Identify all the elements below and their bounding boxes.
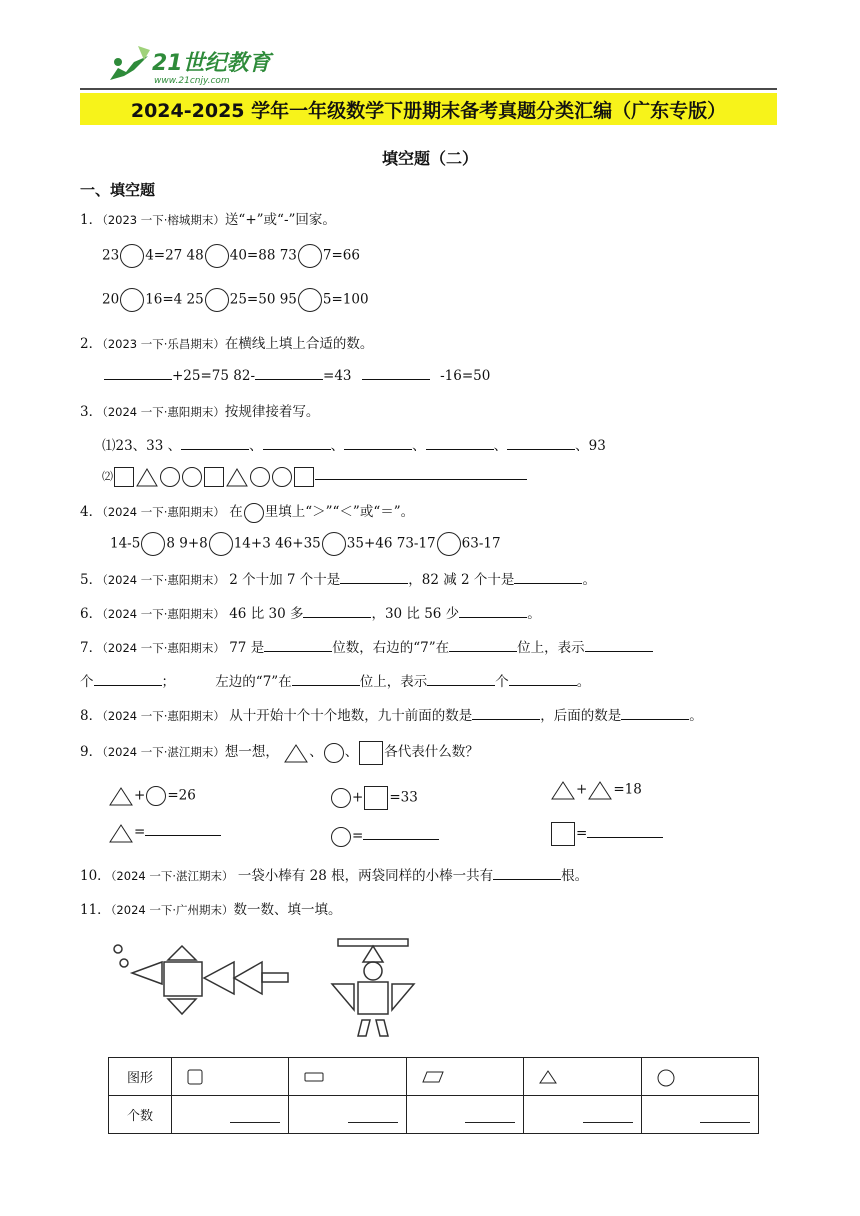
q-text: 数一数、填一填。: [233, 902, 342, 918]
q4-expr: 63-17: [461, 535, 501, 552]
triangle-icon: [538, 1068, 560, 1086]
answer-blank[interactable]: [255, 366, 323, 380]
q9-expr: =26: [167, 787, 196, 804]
q2-expr: +25=75 82-: [172, 368, 256, 384]
q-text: 77 是: [229, 640, 265, 656]
count-cell[interactable]: [524, 1096, 641, 1134]
q9-eq1: [108, 786, 196, 806]
triangle-icon: [588, 780, 612, 800]
answer-blank[interactable]: [362, 366, 430, 380]
q1-expr: 40=88 73: [229, 247, 297, 264]
circle-icon: [250, 467, 270, 487]
q1-expr: 7=66: [322, 247, 360, 264]
equals-sign: =: [352, 828, 364, 844]
question-11: [80, 898, 342, 918]
square-icon: [359, 741, 383, 765]
separator: 、: [330, 438, 345, 454]
body-square: [358, 982, 388, 1014]
count-cell[interactable]: [641, 1096, 758, 1134]
answer-blank[interactable]: [303, 604, 371, 618]
answer-blank[interactable]: [94, 672, 162, 686]
q-text: 46 比 30 多: [229, 606, 304, 622]
question-10: [80, 864, 588, 884]
count-cell[interactable]: [289, 1096, 406, 1134]
q-number: 9．: [80, 744, 103, 760]
bubble-circle: [114, 945, 122, 953]
q-number: 8．: [80, 708, 103, 724]
question-7-line2: [80, 670, 590, 690]
triangle-icon: [284, 743, 308, 763]
q-number: 10．: [80, 868, 111, 884]
q-text: 。: [527, 606, 541, 622]
q-number: 4．: [80, 504, 103, 520]
square-icon: [294, 467, 314, 487]
q-text: 个: [80, 674, 94, 690]
triangle-icon: [109, 823, 133, 843]
q-text: 。: [582, 572, 596, 588]
logo-text: 21世纪教育: [152, 51, 271, 76]
answer-blank[interactable]: [363, 826, 439, 840]
q3-label: ⑵: [102, 470, 113, 483]
header-rule: [80, 88, 777, 90]
body-square: [164, 962, 202, 996]
question-2: [80, 332, 373, 352]
question-8: [80, 704, 703, 724]
q4-expr: 14+3 46+35: [233, 535, 321, 552]
answer-blank[interactable]: [427, 672, 495, 686]
answer-blank[interactable]: [493, 866, 561, 880]
q-number: 2．: [80, 336, 103, 352]
fin-top-triangle: [168, 946, 196, 960]
answer-blank[interactable]: [585, 638, 653, 652]
q-text: 从十开始十个十个地数，九十前面的数是: [229, 708, 473, 724]
circle-icon: [182, 467, 202, 487]
tail-triangle: [204, 962, 234, 994]
q4-expr: 8 9+8: [166, 535, 208, 552]
answer-blank[interactable]: [514, 570, 582, 584]
shape-cell: [524, 1058, 641, 1096]
equals-sign: =: [134, 824, 146, 840]
separator: 、: [412, 438, 426, 454]
answer-blank[interactable]: [263, 436, 331, 450]
answer-blank[interactable]: [509, 672, 577, 686]
q3-label: ⑴23、33 、: [102, 438, 182, 454]
question-5: [80, 568, 596, 588]
answer-circle[interactable]: [209, 532, 233, 556]
rectangle-icon: [303, 1068, 327, 1086]
head-circle: [364, 962, 382, 980]
fish-head-triangle: [132, 962, 162, 984]
answer-blank[interactable]: [587, 824, 663, 838]
count-table: [108, 1057, 759, 1134]
answer-blank[interactable]: [104, 366, 172, 380]
q-text: 在横线上填上合适的数。: [224, 336, 374, 352]
shape-cell: [641, 1058, 758, 1096]
answer-blank[interactable]: [344, 436, 412, 450]
circle-icon: [160, 467, 180, 487]
row-label: 个数: [109, 1096, 172, 1134]
page-title: 2024-2025 学年一年级数学下册期末备考真题分类汇编（广东专版）: [130, 100, 727, 122]
answer-blank[interactable]: [449, 638, 517, 652]
q9-expr: =33: [389, 789, 418, 806]
fish-figure: [114, 945, 288, 1014]
table-row: [109, 1058, 759, 1096]
answer-circle[interactable]: [120, 244, 144, 268]
q-text: ，后面的数是: [540, 708, 622, 724]
answer-circle[interactable]: [322, 532, 346, 556]
answer-blank[interactable]: [181, 436, 249, 450]
q-source: （2024 一下·惠阳期末）: [102, 505, 225, 519]
answer-blank[interactable]: [465, 1122, 515, 1123]
q2-expr: -16=50: [440, 368, 491, 384]
count-cell[interactable]: [172, 1096, 289, 1134]
robot-figure: [332, 939, 414, 1036]
plus-sign: +: [352, 789, 364, 806]
answer-blank[interactable]: [348, 1122, 398, 1123]
shape-cell: [406, 1058, 523, 1096]
section-title: 一、填空题: [80, 181, 156, 199]
q3-end: 、93: [575, 438, 606, 454]
circle-icon: [146, 786, 166, 806]
answer-circle[interactable]: [120, 288, 144, 312]
answer-circle[interactable]: [298, 244, 322, 268]
equals-sign: =: [576, 825, 588, 842]
q3-part2: [102, 466, 527, 487]
square-icon: [186, 1068, 206, 1086]
q-text: 送“+”或“-”回家。: [224, 212, 336, 228]
shape-figures: [100, 932, 450, 1046]
leg-parallelogram: [358, 1020, 370, 1036]
answer-circle[interactable]: [205, 288, 229, 312]
logo-url: www.21cnjy.com: [154, 76, 230, 86]
answer-blank[interactable]: [583, 1122, 633, 1123]
q-source: （2024 一下·惠阳期末）: [102, 573, 225, 587]
q-text: 2 个十加 7 个十是: [229, 572, 341, 588]
answer-circle[interactable]: [205, 244, 229, 268]
hat-triangle: [363, 946, 383, 962]
plus-sign: +: [134, 787, 146, 804]
answer-circle[interactable]: [298, 288, 322, 312]
answer-blank[interactable]: [145, 822, 221, 836]
circle-icon: [331, 788, 351, 808]
q4-expr: 35+46 73-17: [346, 535, 436, 552]
table-row: [109, 1096, 759, 1134]
q1-expr: 4=27 48: [145, 247, 204, 264]
shape-cell: [289, 1058, 406, 1096]
question-7: [80, 636, 653, 656]
circle-icon: [272, 467, 292, 487]
triangle-icon: [136, 467, 158, 487]
q2-row: [104, 366, 490, 384]
answer-blank[interactable]: [264, 638, 332, 652]
q-text: ；: [161, 674, 175, 690]
answer-blank[interactable]: [426, 436, 494, 450]
q-number: 1．: [80, 212, 103, 228]
answer-blank[interactable]: [700, 1122, 750, 1123]
q1-expr: 5=100: [322, 291, 369, 308]
answer-blank[interactable]: [507, 436, 575, 450]
q9-ans2: [330, 826, 439, 847]
answer-blank[interactable]: [472, 706, 540, 720]
q3-part1: [102, 434, 606, 454]
circle-icon: [244, 503, 264, 523]
q-text: ，82 减 2 个十是: [408, 572, 515, 588]
q-source: （2024 一下·广州期末）: [110, 903, 234, 917]
circle-icon: [656, 1068, 678, 1088]
answer-circle[interactable]: [141, 532, 165, 556]
q-text: 一袋小棒有 28 根，两袋同样的小棒一共有: [237, 868, 494, 884]
q-text: 根。: [561, 868, 589, 884]
q-text: 按规律接着写。: [224, 404, 320, 420]
row-label: 图形: [109, 1058, 172, 1096]
answer-blank[interactable]: [340, 570, 408, 584]
q-source: （2023 一下·榕城期末）: [102, 213, 225, 227]
q-source: （2024 一下·湛江期末）: [102, 745, 225, 759]
arm-triangle: [332, 984, 354, 1010]
logo: [104, 40, 274, 88]
q-text: 位数，右边的“7”在: [332, 640, 450, 656]
q-text: 。: [689, 708, 703, 724]
answer-circle[interactable]: [437, 532, 461, 556]
q-text: 位上，表示: [517, 640, 585, 656]
q1-expr: 25=50 95: [229, 291, 297, 308]
separator: 、: [249, 438, 263, 454]
q-text: 各代表什么数？: [384, 744, 479, 760]
answer-blank[interactable]: [292, 672, 360, 686]
q-source: （2024 一下·惠阳期末）: [102, 641, 225, 655]
q-number: 7．: [80, 640, 103, 656]
answer-blank[interactable]: [621, 706, 689, 720]
q-number: 6．: [80, 606, 103, 622]
q2-expr: =43: [323, 368, 352, 384]
shape-cell: [172, 1058, 289, 1096]
q4-expr: 14-5: [110, 535, 141, 552]
q-number: 3．: [80, 404, 103, 420]
answer-blank[interactable]: [459, 604, 527, 618]
q9-expr: =18: [613, 781, 642, 798]
q-text: 个: [495, 674, 509, 690]
q1-row1: [102, 244, 360, 268]
separator: 、: [344, 744, 359, 760]
leg-parallelogram: [376, 1020, 388, 1036]
separator: 、: [493, 438, 508, 454]
q9-ans3: [550, 822, 663, 846]
q-number: 5．: [80, 572, 103, 588]
page-subtitle: 填空题（二）: [381, 149, 478, 168]
plus-sign: +: [576, 781, 588, 798]
bubble-circle: [120, 959, 128, 967]
q-source: （2024 一下·惠阳期末）: [102, 709, 225, 723]
q-text: 想一想，: [224, 744, 279, 760]
question-6: [80, 602, 541, 622]
q-text: 。: [576, 674, 591, 690]
q-source: （2024 一下·惠阳期末）: [102, 405, 225, 419]
q1-expr: 20: [102, 291, 120, 308]
parallelogram-icon: [421, 1068, 445, 1086]
q4-row: [110, 532, 501, 556]
q-text: 位上，表示: [359, 674, 428, 690]
q-source: （2024 一下·惠阳期末）: [102, 607, 225, 621]
triangle-icon: [551, 780, 575, 800]
circle-icon: [331, 827, 351, 847]
square-icon: [551, 822, 575, 846]
q-source: （2023 一下·乐昌期末）: [102, 337, 225, 351]
fin-bottom-triangle: [168, 999, 196, 1014]
separator: 、: [309, 744, 323, 760]
q-source: （2024 一下·湛江期末）: [110, 869, 234, 883]
question-4: [80, 500, 414, 523]
square-icon: [364, 786, 388, 810]
q-text: 左边的“7”在: [215, 674, 292, 690]
q-text: 在: [229, 504, 243, 520]
tail-triangle: [234, 962, 262, 994]
question-3: [80, 400, 319, 420]
triangle-icon: [109, 786, 133, 806]
q1-row2: [102, 288, 369, 312]
tail-rectangle: [262, 973, 288, 982]
q9-eq3: [550, 780, 642, 800]
circle-icon: [324, 743, 344, 763]
answer-blank[interactable]: [315, 466, 527, 480]
square-icon: [204, 467, 224, 487]
question-1: [80, 208, 336, 228]
q9-eq2: [330, 786, 418, 810]
question-9: [80, 740, 479, 765]
answer-blank[interactable]: [230, 1122, 280, 1123]
q-number: 11．: [80, 902, 111, 918]
arm-triangle: [392, 984, 414, 1010]
q9-ans1: [108, 822, 221, 843]
square-icon: [114, 467, 134, 487]
triangle-icon: [226, 467, 248, 487]
q-text: ，30 比 56 少: [371, 606, 460, 622]
q1-expr: 16=4 25: [145, 291, 204, 308]
q1-expr: 23: [102, 247, 120, 264]
q-text: 里填上“＞”“＜”或“＝”。: [264, 504, 415, 520]
count-cell[interactable]: [406, 1096, 523, 1134]
